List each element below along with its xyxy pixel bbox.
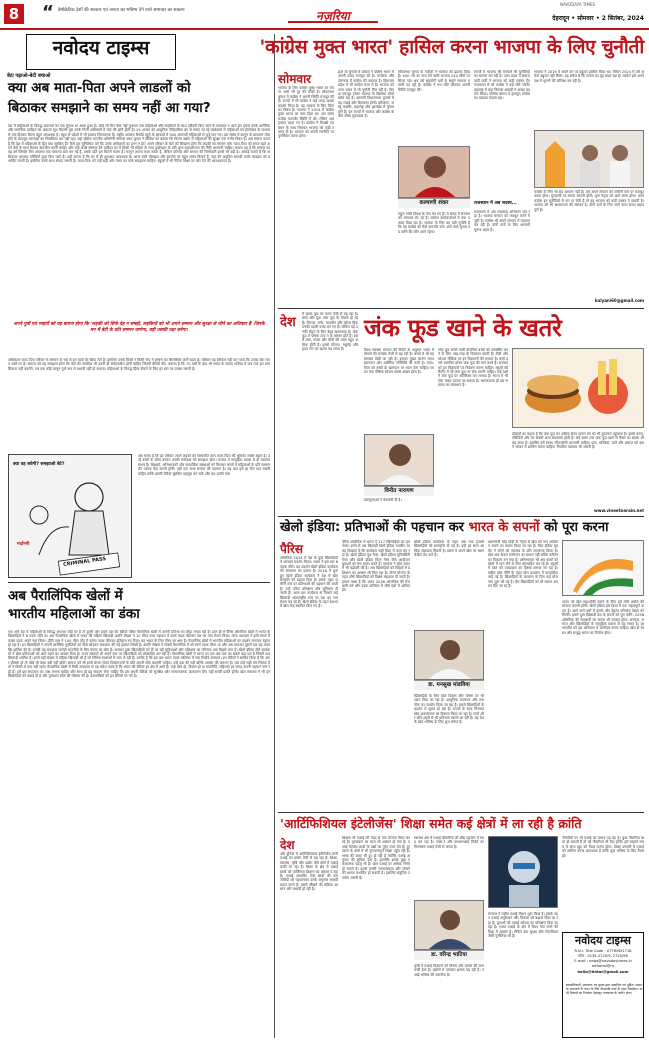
left-article-body-1: देश में महिलाओं के विरुद्ध अपराधों का एक सुचक था आया हुआ है। कोई भी दिन ऐसा नहीं गुजरता जब महिलाओं और लड़कियों के साथ दरिंदगी किए जाने के समाचार न आते हों। इससे उनके शारीरिक और मानसिक उत्पीड़न का अंदाजा सुध कितनी बुरा उनके निजी अधिकारों में चोट की हानि होती है। 29 अगस्त को आधुनिक ऐतिहासिक ढंग से मनाए जा रहे कार्यक्रमों में महिलाओं को होतोत्सव के माध्यम से एक हितकर बैठना बहुत आवश्यक है। बहुत से प्रदेशों में भी हालात चिंताजनक हैं। राष्ट्रीय अपराध रिकॉर्ड ब्यूरो के आंकड़ों में 300 अपराधी महिलाओं से जुड़े पाए गए। इस संबंध में कानून के प्रावधान ठोस होने के बावजूद घटनाओं का सिलसिला थम नहीं रहा। यहां दक्षिण भारतीय अभिनेत्री राधिका सरत कुमार ने मीडिया को बताया कि फिल्म उद्योग में महिलाओं की सुरक्षा एक गंभीर विषय है। अब सवाल उठता है कि देश में महिलाओं के हित क्या सुरक्षित हैं? कैसे हम सुनिश्चित करें कि उनके अधिकारों का हनन न हो? अपने परिवार के बेटों को सिखाना होगा कि लड़की का सम्मान करें। माता-पिता को समय रहते अपने बेटों के साथ बैठकर बातचीत करनी चाहिए और उन्हें अच्छे संस्कार देने चाहिए। घर में किसी भी महिला के साथ दुर्व्यवहार के प्रति शून्य सहनशीलता की नीति अपनानी चाहिए। सवाल यह है कि समाज का वह वर्ग जिसके लिए अपराध एक सामान्य बात बन गई है, उसके प्रति हम कितने सजग हैं। कानून अपना काम करता है, लेकिन परिवार और समाज की जिम्मेदारी इससे भी बड़ी है। आंकड़े बताते हैं कि अधिकतर अपराध परिचितों द्वारा किए जाते हैं। यही कारण है कि घर से ही शुरुआत आवश्यक है। आज बच्चे मोबाइल और इंटरनेट पर बहुत समय बिताते हैं, वहां की अनुचित सामग्री उनके व्यवहार को प्रभावित करती है। इसलिए उनके साथ संवाद जरूरी है। माता-पिता को उन्हें सही और गलत का फर्क समझाना चाहिए। स्कूलों में भी नैतिक शिक्षा पर जोर देने की आवश्यकता है।: [8, 124, 270, 164]
congress-body-col3b: राहुल गांधी विपक्ष के नेता बन गए हैं। वे संसद में सरकार को लगातार घेर रहे हैं। कांग्रेस कार्यकर्ताओं में नया उत्साह दिख रहा है। भाजपा के लिए यह बड़ी चुनौती है कि वह कांग्रेस को कैसे कमजोर करे। आने वाले चुनाव तय करेंगे कि कौन आगे रहेगा।: [398, 212, 470, 234]
ai-body-col4: सरकार ने राष्ट्रीय एआई मिशन शुरू किया है। इसके तहत एआई अनुसंधान और विकास को बढ़ावा दिया जा रहा है। युवाओं को एआई कौशल का प्रशिक्षण दिया जा रहा है। भारत एआई के क्षेत्र में विश्व नेता बनने की दिशा में अग्रसर है। लेकिन डेटा सुरक्षा और गोपनीयता जैसी चुनौतियां भी हैं।: [488, 912, 558, 939]
junkfood-photo: [512, 348, 644, 428]
congress-body-col3: लोकसभा चुनाव के नतीजों ने भाजपा को झटका दिया है। 400 पार का नारा देने वाली भाजपा 240 सीटों पर सिमट गई। अब उसे सहयोगी दलों के सहारे सरकार चलानी पड़ रही है। कांग्रेस ने 99 सीटें जीतकर अपनी स्थिति मजबूत की।: [398, 70, 470, 92]
khelo-body-col3: खेलो इंडिया कार्यक्रम के तहत अब तक हजारों खिलाड़ियों को छात्रवृत्ति दी गई है। इन्हें हर साल आर्थिक सहायता मिलती है। इससे वे अपने खेल पर ध्यान केंद्रित कर पाते हैं।: [414, 540, 484, 558]
portrait-icon: [415, 901, 484, 950]
khelo-byline: डा. मनसुख मांडविया: [414, 680, 484, 690]
khelo-body-col5: भारत को खेल महाशक्ति बनाने के लिए हमें लंबी अवधि की योजना बनानी होगी। खेलो इंडिया इस दिशा में एक महत्वपूर्ण कदम है। आने वाले वर्षों में इसके और बेहतर परिणाम देखने को मिलेंगे। हमारे युवा खिलाड़ी देश के सपनों को पूरा करेंगे। 2036 ओलंपिक की मेजबानी का सपना भी साकार होगा। सरकार, समाज और खिलाड़ियों के सामूहिक प्रयास से यह संभव है। हर भारतीय को इस अभियान में भागीदार बनना चाहिए। खेल से स्वस्थ और समृद्ध भारत का निर्माण होगा।: [562, 600, 644, 635]
divider-junkfood: [278, 516, 644, 517]
section-banner: [288, 5, 378, 23]
khelo-headline-suffix: को पूरा करना: [544, 520, 609, 535]
varindra-bhatia-photo: [414, 900, 484, 950]
cartoon-label: मर्दानगी: [17, 542, 30, 547]
leaders-photo-icon: [535, 131, 644, 188]
mansukh-mandaviya-photo: [414, 630, 484, 680]
khelo-body-col1: ओलंपिक 2024 में देश के युवा खिलाड़ियों ने शानदार प्रदर्शन किया। भारत ने इस बार 6 पदक जीते। यह प्रदर्शन खेलो इंडिया कार्यक्रम की सफलता का प्रमाण है। 2018 में शुरू हुए खेलो इंडिया कार्यक्रम ने देश में खेल संस्कृति को बढ़ावा दिया है। इसके तहत जमीनी स्तर पर प्रतिभाओं की पहचान की जाती है। उन्हें उचित प्रशिक्षण और सुविधाएं दी जाती हैं। आज इस कार्यक्रम से निकले कई खिलाड़ी अंतरराष्ट्रीय स्तर पर देश का नाम रोशन कर रहे हैं। खेलो इंडिया के तहत देशभर में खेल केंद्र स्थापित किए गए हैं।: [280, 556, 338, 609]
left-article-body-3: अब समय है कि हर परिवार अपने लड़कों को संस्कारित करे। माता-पिता की भूमिका सबसे अहम है। उन्हें बच्चों के दोस्त बनकर उनकी मनोदशा को समझना होगा। समाज में सामूहिक प्रयास से ही बदलाव संभव है। शिक्षकों, अभिभावकों और सामाजिक संस्थाओं को मिलकर बच्चों में महिलाओं के प्रति सम्मान की भावना पैदा करनी होगी। यही एक सभ्य समाज की पहचान है। यह बात हमें हर दिन याद रखनी चाहिए ताकि हमारी बेटियां सुरक्षित महसूस कर सकें और देश प्रगति करे।: [138, 454, 270, 476]
ai-headline: 'आर्टिफिशियल इंटेलीजेंस' शिक्षा समेत कई क्षेत्रों में ला रही है क्रांति: [280, 816, 582, 831]
tricolor-flag-icon: [563, 541, 644, 596]
masthead-name: नवोदय टाइम्स: [52, 37, 150, 59]
junkfood-body-col2b: डब्ल्यूएचओ ने चेतावनी दी है।: [364, 498, 402, 502]
congress-body-col5b: कांग्रेस के लिए भी राह आसान नहीं है। उसे अपने संगठन को जमीनी स्तर पर मजबूत करना होगा। गुटबाजी पर लगाम लगानी होगी। युवा नेतृत्व को आगे लाना होगा। अगर कांग्रेस इन चुनौतियों से पार पा लेती है तो वह भाजपा को कड़ी टक्कर दे सकती है। भाजपा को भी आत्ममंथन की जरूरत है। दोनों दलों के लिए आने वाला समय महत्वपूर्ण है।: [534, 190, 644, 212]
header-quote: डेमोक्रेटिक देशों की सरकार एवं जनता का भविष्य देने वाले समाचार का संकल्प: [58, 8, 185, 13]
page-number: 8: [8, 5, 20, 23]
cartoon-tag: CRIMINAL PASS: [62, 556, 107, 568]
sports-left-body: एक ओर देश में महिलाओं के विरुद्ध अपराध जोड़े पर हैं तो दूसरी ओर हमारे देश की बेटियां पेरिस पैरालंपिक खेलों में अपनी प्रतिभा का लोहा मनवा रही हैं। हाल ही में पैरिस ओलंपिक खेलों में भारत के खिलाड़ियों ने 6 पदक जीते थे। अब पैरालंपिक खेलों में भारत की महिला खिलाड़ी अवनि लेखरा ने 10 मीटर एयर राइफल में स्वर्ण पदक जीतकर देश का नाम रोशन किया। मोना अग्रवाल ने इसी स्पर्धा में कांस्य पदक अपने नाम किया। प्रीति पाल ने 100 मीटर दौड़ में कांस्य पदक जीतकर इतिहास रच दिया। यह भारत के लिए गौरव का क्षण है। पैरालंपिक खेलों में भारतीय महिलाओं का प्रदर्शन लगातार बेहतर हो रहा है। इन खिलाड़ियों ने अपनी शारीरिक चुनौतियों को पीछे छोड़कर सफलता की नई इबारत लिखी है। अवनि लेखरा ने टोक्यो पैरालंपिक में भी स्वर्ण पदक जीता था और अब लगातार दूसरी बार यह उपलब्धि हासिल की है। उनकी यह सफलता करोड़ों भारतीयों के लिए प्रेरणा का स्रोत है। सरकार द्वारा खिलाड़ियों को दी जा रही सुविधाओं और प्रशिक्षण का परिणाम अब दिखने लगा है। खेलो इंडिया जैसे कार्यक्रमों ने खेल प्रतिभाओं को आगे बढ़ने का अवसर दिया है। राज्य सरकारें भी अपने स्तर पर खिलाड़ियों को प्रोत्साहित कर रही हैं। पैरालंपिक खेलों में भारत का दल अब तक का सबसे बड़ा दल है जिसमें 84 खिलाड़ी शामिल हैं। इनमें बड़ी संख्या में महिला खिलाड़ी भी हैं जो विभिन्न स्पर्धाओं में भाग ले रही हैं। उम्मीद है कि इस बार भारत पदक तालिका में नया रिकॉर्ड बनाएगा। इन बेटियों ने साबित किया है कि अगर हौसला हो तो कोई भी बाधा बड़ी नहीं होती। समाज को भी इनसे प्रेरणा लेकर दिव्यांगजनों के प्रति अपनी सोच बदलनी चाहिए। उन्हें दया की नहीं बल्कि अवसर की जरूरत है। जब उन्हें सही मंच मिलता है तो वे किसी से कम नहीं रहते। पैरालंपिक खेलों में मिली सफलता से यह संदेश जाता है कि भारत की बेटियां हर क्षेत्र में आगे हैं। चाहे खेल हो, विज्ञान हो या राजनीति, महिलाएं हर जगह अपनी पहचान बना रही हैं। हमें इस सफलता का जश्न मनाना चाहिए और साथ ही यह संकल्प लेना चाहिए कि हम अपनी बेटियों को सुरक्षित और सम्मानजनक वातावरण देंगे। यही सच्ची प्रगति होगी। खेल मंत्रालय ने भी इन खिलाड़ियों को बधाई दी है और पुरस्कार राशि की घोषणा की है। देशवासियों को इन बेटियों पर गर्व है।: [8, 630, 270, 679]
pullquote-text: अपने पुत्रों एवं भाइयों को यह बताना होगा कि 'लड़की को सिर्फ देह न समझें, लड़कियों को भी अपने सम्मान और सुरक्षा से जीने का अधिकार है' जिनके मन में बेटी के प्रति सम्मान जागेगा, वही उसकी रक्षा करेगा।: [13, 322, 265, 333]
congress-body-col5: भाजपा ने 2019 में अपने दम पर बहुमत हासिल किया था। लेकिन 2024 में उसे अकेले बहुमत नहीं मिला। यह संकेत है कि जनता का मूड बदल रहा है। कांग्रेस इसे अपने पक्ष में भुनाने की कोशिश कर रही है।: [534, 70, 644, 83]
junkfood-body-col4: डॉक्टरों का कहना है कि जंक फूड का अधिक सेवन पाचन तंत्र को भी नुकसान पहुंचाता है। इससे कब्ज, एसिडिटी और पेट संबंधी अन्य समस्याएं होती हैं। लंबे समय तक जंक फूड खाने से कैंसर का खतरा भी बढ़ जाता है। इसलिए हमें स्वस्थ जीवनशैली अपनानी चाहिए। फल, सब्जियां, दालें और अनाज को अपने भोजन में शामिल करना चाहिए। नियमित व्यायाम भी जरूरी है।: [512, 432, 644, 450]
ai-body-col5: नौकरियों पर भी एआई का प्रभाव पड़ रहा है। कुछ नौकरियां खत्म हो सकती हैं तो नई नौकरियां भी पैदा होंगी। हमें बदलते समय के साथ खुद को तैयार करना होगा। शिक्षा प्रणाली में एआई को शामिल करना आवश्यक है ताकि युवा भविष्य के लिए तैयार हों।: [562, 836, 644, 858]
cartoon-drawing: [9, 455, 132, 578]
masthead-tagline: बेटा पढ़ाओ-बेटी बचाओ: [7, 73, 51, 79]
cartoon-speech: क्या वह बचेगी? समझाओ बेटे?: [13, 462, 65, 467]
robot-icon: [489, 837, 558, 908]
sports-left-headline-1: अब पैरालिंपिक खेलों में: [8, 588, 123, 604]
congress-kicker: सोमवार: [278, 72, 312, 86]
khelo-body-col4: प्रधानमंत्री नरेंद्र मोदी के नेतृत्व में खेल को जन आंदोलन बनाने का प्रयास किया जा रहा है। फिट इंडिया मूवमेंट ने लोगों को स्वास्थ्य के प्रति जागरूक किया है। खेल अब केवल मनोरंजन का साधन नहीं बल्कि करियर का विकल्प बन गया है। अभिभावक भी अब बच्चों को खेलों में भाग लेने के लिए प्रोत्साहित कर रहे हैं। स्कूलों में खेल को पाठ्यक्रम का हिस्सा बनाया जा रहा है। राष्ट्रीय खेल नीति के तहत खेल प्रशासन में पारदर्शिता लाई गई है। खिलाड़ियों के कल्याण के लिए कई योजनाएं शुरू की गई हैं। पैरा खिलाड़ियों को भी समान अवसर दिए जा रहे हैं।: [488, 540, 558, 589]
congress-body-col2: हाल के चुनावों में कांग्रेस ने दक्षिण भारत में अपनी पकड़ मजबूत की है। कर्नाटक और तेलंगाना में कांग्रेस की सरकार है। हिमाचल प्रदेश में भी कांग्रेस सत्ता में है। भाजपा को उत्तर भारत में भी चुनौती मिल रही है। विपक्ष एकजुट होकर भाजपा के खिलाफ मोर्चा खोल रहा है। आगामी विधानसभा चुनावों में यह लड़ाई और दिलचस्प होगी। हरियाणा, जम्मू कश्मीर, महाराष्ट्र और झारखंड में चुनाव होने हैं। इन राज्यों में भाजपा और कांग्रेस के बीच सीधा मुकाबला है।: [338, 70, 394, 119]
khelo-body-col3b: खिलाड़ियों के लिए खेल विज्ञान और पोषण पर भी ध्यान दिया जा रहा है। आधुनिक उपकरण और तकनीक का उपयोग किया जा रहा है। इससे खिलाड़ियों के प्रदर्शन में सुधार हो रहा है। राज्यों के साथ मिलकर खेल अवसंरचना का विकास किया जा रहा है। गांवों और छोटे शहरों से भी प्रतिभाएं सामने आ रही हैं। यह देश के खेल भविष्य के लिए शुभ संकेत है।: [414, 694, 484, 725]
ai-kicker: देश: [280, 838, 295, 852]
congress-byline: कल्याणी शंकर: [398, 198, 470, 208]
vineet-narain-photo: [364, 434, 434, 486]
imprint-details: स्वत्वाधिकारी, प्रकाशक एवं मुद्रक द्वारा प्रकाशित एवं मुद्रित। संपादक समाचारों के चयन के लिए पीआरबी एक्ट के तहत जिम्मेदार। सभी विवादों का निपटारा देहरादून न्यायालय के अधीन होगा।: [566, 983, 642, 995]
kalyani-shankar-photo: [398, 146, 470, 198]
left-headline-1: क्या अब माता-पिता अपने लाडलों को: [8, 80, 191, 96]
junkfood-byline: विनीत नारायण: [364, 486, 434, 496]
imprint-email: E-mail : news@navodaytimes.in: [574, 959, 632, 963]
ai-body-col3b: कृषि में एआई किसानों को मौसम और फसल की जानकारी देता है। उद्योगों में उत्पादन क्षमता बढ़ रही है। एआई भविष्य की तकनीक है।: [414, 964, 484, 977]
congress-headline: 'कांग्रेस मुक्त भारत' हासिल करना भाजपा के लिए चुनौती: [259, 36, 644, 58]
congress-photo: [534, 130, 644, 188]
portrait-icon: [365, 435, 434, 486]
junkfood-contact: www.vineetnarain.net: [594, 508, 644, 513]
imprint-email2: editorial@nt: [591, 964, 615, 968]
portrait-icon: [415, 631, 484, 680]
khelo-photo: [562, 540, 644, 596]
imprint-website[interactable]: hello@hhtai@gmail.com: [577, 969, 629, 974]
imprint-rni: R.N.I. Title Code : UTTHIN51718: [574, 949, 632, 953]
khelo-headline-prefix: खेलो इंडिया: प्रतिभाओं की पहचान कर: [280, 520, 464, 535]
left-headline-2: बिठाकर समझाने का समय नहीं आ गया?: [8, 100, 211, 116]
ai-byline: डा. वरिन्द्र भाटिया: [414, 950, 484, 960]
ai-photo: [488, 836, 558, 908]
page-number-badge: [4, 4, 24, 24]
column-divider-left: [274, 34, 275, 1038]
ai-body-col1: और दुनिया में आर्टिफिशियल इंटेलिजेंस यानी एआई का प्रयोग तेजी से बढ़ रहा है। शिक्षा, स्वास्थ्य, कृषि और उद्योग जैसे क्षेत्रों में एआई क्रांति ला रहा है। शिक्षा के क्षेत्र में एआई छात्रों को व्यक्तिगत शिक्षण का अवसर दे रहा है। एआई आधारित ऐप्स छात्रों की कमजोरियों को पहचानकर उनके अनुसार सामग्री प्रदान करते हैं। इससे सीखने की प्रक्रिया आसान और प्रभावी हो रही है।: [280, 852, 338, 892]
section-title: नज़रिया: [316, 9, 350, 23]
junkfood-body-col1: में फास्ट फूड का चलन तेजी से बढ़ रहा है। बच्चे और युवा जंक फूड के दीवाने हो रहे हैं। पिज्जा, बर्गर, चाउमीन और कोल्ड ड्रिंक उनकी पहली पसंद बन गए हैं। लेकिन यह उनकी सेहत के लिए बेहद खतरनाक है। जंक फूड में पोषक तत्व न के बराबर होते हैं। इसमें वसा, नमक और चीनी की मात्रा बहुत अधिक होती है। इससे मोटापा, मधुमेह और हृदय रोग का खतरा बढ़ जाता है।: [302, 312, 358, 352]
junkfood-headline: जंक फूड खाने के खतरे: [364, 314, 562, 342]
imprint-phone: फोन : 0135-2720/9, 2720/96: [578, 954, 628, 958]
junkfood-body-col2: विश्व स्वास्थ्य संगठन की रिपोर्ट के अनुसार भारत में मोटापे की समस्या तेजी से बढ़ रही है। बच्चों में भी यह समस्या देखी जा रही है। इसका मुख्य कारण गलत खानपान और शारीरिक गतिविधि की कमी है। माता-पिता को बच्चों के खानपान पर ध्यान देना चाहिए। घर का बना पौष्टिक भोजन सबसे अच्छा होता है।: [364, 348, 434, 375]
imprint-box: [562, 932, 644, 1038]
left-article-body-2: अधिकतर माता-पिता परिवार के सम्मान के भय से इन बातों को छिपा लेते हैं। इसलिए उनके किसी न किसी रूप में शोषण का सिलसिला जारी रहता है। परिवार यह स्वीकार नहीं कर पाता कि उनका बेटा गलत रास्ते पर है। समाज को यह समझना होगा कि बेटों की परवरिश भी उतनी ही संवेदनशील होनी चाहिए जितनी बेटियों की। जरूरत है कि 70 वर्षों के बाद भी भारत के स्वतंत्र भविष्य में जब तक हम मानसिकता नहीं बदलेंगे, तब तक कोई कानून पूर्ण रूप से प्रभावी नहीं हो सकता। महिलाओं के विरुद्ध हिंसा रोकने के लिए हर स्तर पर प्रयास जरूरी है।: [8, 358, 270, 371]
portrait-icon: [399, 147, 470, 198]
sports-left-headline-2: भारतीय महिलाओं का डंका: [8, 606, 140, 622]
paper-url: NAVODAYA TIMES: [560, 2, 596, 7]
masthead-box: [7, 34, 176, 79]
congress-body-col4: राज्यों में भाजपा की सरकारें भी चुनौतियों का सामना कर रही हैं। उत्तर प्रदेश में समाजवादी पार्टी ने भाजपा को कड़ी टक्कर दी। राजस्थान में भी कांग्रेस ने कई सीटें जीतीं। महाराष्ट्र में महा विकास अघाड़ी ने अच्छा प्रदर्शन किया। पश्चिम बंगाल में तृणमूल कांग्रेस का दबदबा कायम रहा।: [474, 70, 530, 101]
divider-khelo: [278, 812, 644, 813]
khelo-headline-red: भारत के सपनों: [468, 520, 540, 535]
cartoon-image: [8, 454, 132, 578]
left-divider: [8, 582, 270, 583]
quote-mark-icon: “: [42, 2, 54, 23]
left-pullquote: [10, 322, 268, 354]
junkfood-body-col3: जंक फूड बनाने वाली कंपनियां बच्चों को आकर्षित करने के लिए तरह-तरह के विज्ञापन करती हैं। टीवी और सोशल मीडिया पर इन विज्ञापनों की भरमार है। बच्चे इनसे प्रभावित होकर जंक फूड की मांग करते हैं। सरकार को इन विज्ञापनों पर नियंत्रण करना चाहिए। स्कूलों की कैंटीन में भी जंक फूड पर रोक लगनी चाहिए। कई देशों ने जंक फूड पर अतिरिक्त कर लगाया है। भारत में भी ऐसा कदम उठाया जा सकता है। जागरूकता ही इस समस्या का समाधान है।: [438, 348, 508, 388]
khelo-headline: [280, 520, 644, 536]
page-header: [0, 0, 649, 30]
congress-body-col1: भाजपा के लिए कांग्रेस मुक्त भारत का सपना अभी भी दूर की कौड़ी है। लोकसभा चुनाव में कांग्रेस ने अपनी स्थिति मजबूत की है। राज्यों में भी कांग्रेस ने कई जगह अच्छा प्रदर्शन किया है। यह भाजपा के लिए चिंता का विषय है। भाजपा ने 2014 में कांग्रेस मुक्त भारत का नारा दिया था। उस समय कांग्रेस कमजोर स्थिति में थी। लेकिन अब हालात बदल गए हैं। कांग्रेस ने विपक्षी गठबंधन के साथ मिलकर भाजपा को कड़ी टक्कर दी है। भाजपा को अपनी रणनीति पर पुनर्विचार करना होगा।: [278, 86, 334, 139]
congress-body-col4b: राजस्थान में अब सदस्यता अभियान चल रहा है। भाजपा संगठन को मजबूत करने में जुटी है। कांग्रेस भी अपने संगठन में बदलाव कर रही है। दोनों दलों के लिए आगामी चुनाव अहम हैं।: [474, 210, 530, 232]
ai-body-col2: शिक्षक भी एआई की मदद से पाठ योजना तैयार कर रहे हैं। मूल्यांकन का काम भी आसान हो गया है। एआई चैटबॉट छात्रों के प्रश्नों का तुरंत उत्तर देते हैं। दूरदराज के क्षेत्रों में भी गुणवत्तापूर्ण शिक्षा पहुंच रही है। भाषा की बाधा भी दूर हो रही है क्योंकि एआई अनुवाद की सुविधा देता है। हालांकि इसके कुछ नकारात्मक पहलू भी हैं। छात्र एआई पर अधिक निर्भर हो सकते हैं। इससे उनकी रचनात्मकता और सोचने की क्षमता प्रभावित हो सकती है। इसलिए संतुलित उपयोग जरूरी है।: [342, 836, 410, 880]
header-rule: [0, 28, 649, 30]
dateline: देहरादून • सोमवार • 2 सितंबर, 2024: [552, 15, 644, 22]
congress-contact: kalyani60@gmail.com: [594, 298, 644, 303]
khelo-body-col2: पेरिस ओलंपिक में भारत ने 117 खिलाड़ियों का दल भेजा। इनमें से 28 खिलाड़ी खेलो इंडिया एथलीट थे। यह दिखाता है कि कार्यक्रम सही दिशा में काम कर रहा है। खेलो इंडिया यूथ गेम्स, खेलो इंडिया यूनिवर्सिटी गेम्स और खेलो इंडिया विंटर गेम्स जैसे आयोजन युवाओं को मंच प्रदान करते हैं। सरकार ने खेल बजट में भी बढ़ोतरी की है। अब खिलाड़ियों को विदेशों में प्रशिक्षण का अवसर भी मिल रहा है। टॉप्स योजना के तहत शीर्ष खिलाड़ियों को विशेष सहायता दी जाती है। हमारा लक्ष्य है कि भारत 2036 ओलंपिक की मेजबानी करे और पदक तालिका में शीर्ष देशों में शामिल हो।: [342, 540, 410, 593]
junkfood-kicker: देश: [280, 315, 296, 330]
imprint-name: नवोदय टाइम्स: [575, 934, 631, 947]
junk-food-image: [513, 349, 644, 428]
ai-body-col3: स्वास्थ्य क्षेत्र में एआई बीमारियों की शीघ्र पहचान में मदद कर रहा है। एक्स-रे और एमआरआई रिपोर्ट का विश्लेषण एआई तेजी से करता है।: [414, 836, 484, 849]
divider-congress: [278, 308, 644, 309]
khelo-kicker: पैरिस: [280, 542, 303, 556]
congress-subhead: राजस्थान में अब सदस्य...: [474, 201, 517, 206]
